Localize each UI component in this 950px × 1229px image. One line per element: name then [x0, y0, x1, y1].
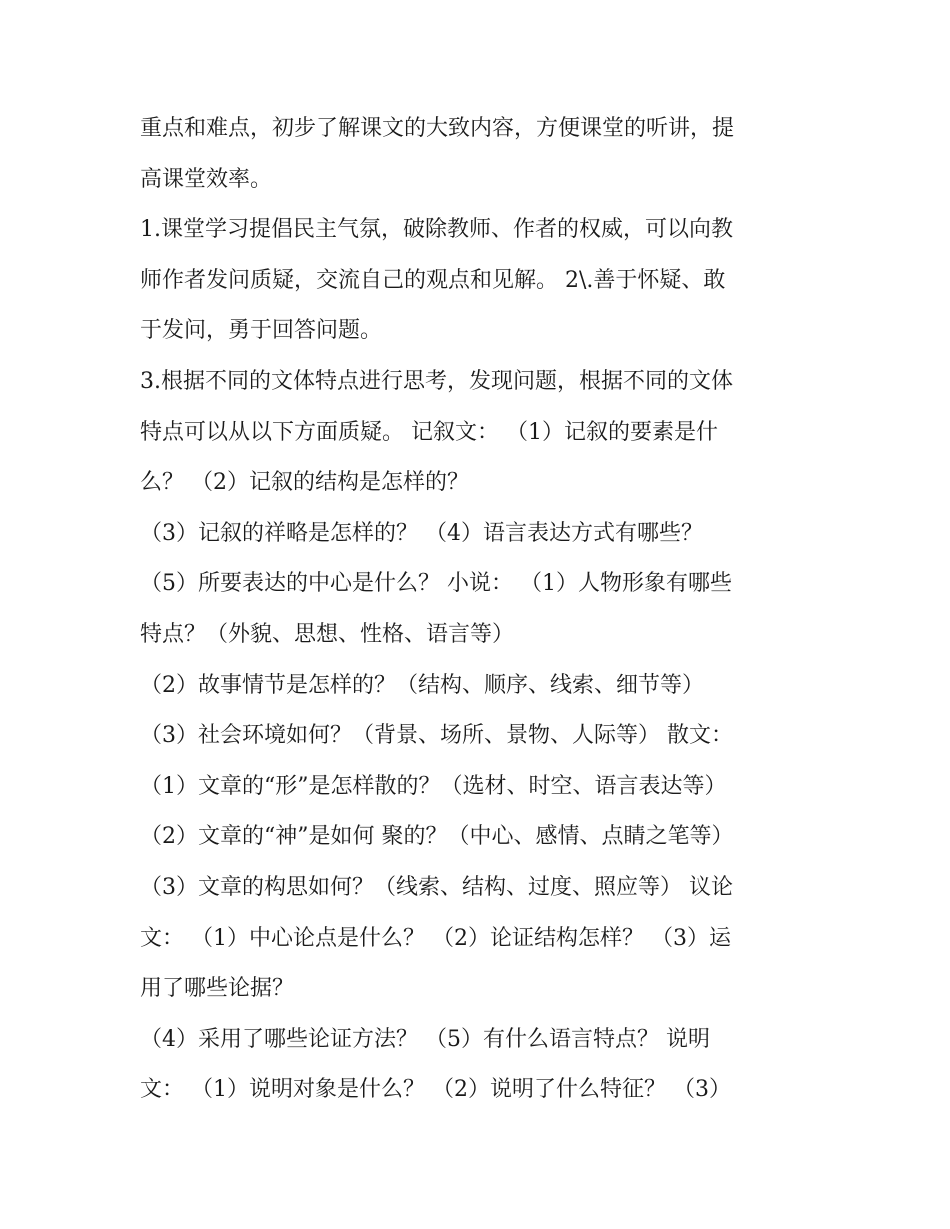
text-line: 用了哪些论据？ — [140, 976, 295, 1002]
text-line: 文： （1）中心论点是什么？ （2）论证结构怎样？ （3）运 — [140, 925, 731, 951]
text-line: 么？ （2）记叙的结构是怎样的？ — [140, 470, 469, 496]
text-line: 特点？（外貌、思想、性格、语言等） — [140, 621, 515, 647]
text-line: 特点可以从以下方面质疑。 记叙文： （1）记叙的要素是什 — [140, 419, 718, 445]
text-line: （2）文章的“神”是如何 聚的？（中心、感情、点睛之笔等） — [140, 824, 734, 850]
text-line: （3）社会环境如何？（背景、场所、景物、人际等） 散文： — [140, 723, 733, 749]
text-line: （1）文章的“形”是怎样散的？（选材、时空、语言表达等） — [140, 773, 727, 799]
text-line: （4）采用了哪些论证方法？ （5）有什么语言特点？ 说明 — [140, 1026, 710, 1052]
text-line: 高课堂效率。 — [140, 166, 273, 192]
text-line: （3）文章的构思如何？（线索、结构、过度、照应等） 议论 — [140, 874, 733, 900]
text-line: 1.课堂学习提倡民主气氛，破除教师、作者的权威，可以向教 — [140, 217, 733, 243]
text-line: 文： （1）说明对象是什么？ （2）说明了什么特征？ （3） — [140, 1077, 731, 1103]
text-line: 重点和难点，初步了解课文的大致内容，方便课堂的听讲，提 — [140, 116, 735, 141]
document-body — [140, 104, 830, 1116]
text-line: 3.根据不同的文体特点进行思考，发现问题，根据不同的文体 — [140, 368, 733, 394]
text-line: （3）记叙的祥略是怎样的？ （4）语言表达方式有哪些？ — [140, 520, 703, 546]
text-line: （5）所要表达的中心是什么？ 小说： （1）人物形象有哪些 — [140, 571, 732, 597]
text-line: 于发问，勇于回答问题。 — [140, 318, 383, 344]
text-line: 师作者发问质疑，交流自己的观点和见解。 2\.善于怀疑、敢 — [140, 267, 726, 293]
text-line: （2）故事情节是怎样的？（结构、顺序、线索、细节等） — [140, 672, 704, 698]
